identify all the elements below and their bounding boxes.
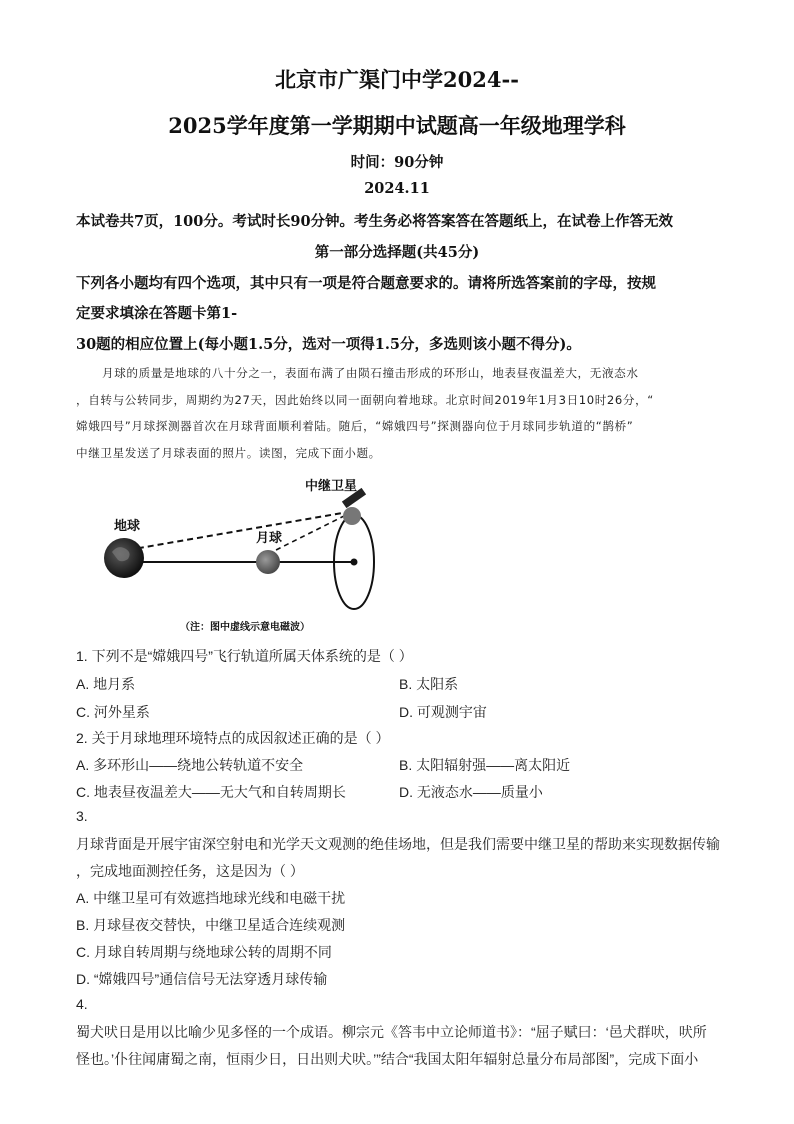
- exam-time: 时间：90分钟: [350, 154, 444, 171]
- moon-globe: [256, 550, 280, 574]
- page-title-line2: 2025学年度第一学期期中试题高一年级地理学科: [168, 113, 626, 138]
- reading-passage: [76, 360, 718, 466]
- page-title-line1: 北京市广渠门中学2024--: [275, 67, 519, 92]
- question-4-line2: 怪也。’仆往闻庸蜀之南，恒雨少日，日出则犬吠。’”结合“我国太阳年辐射总量分布局部图”，完成下面小: [76, 1051, 699, 1067]
- question-1-option-b[interactable]: B. 太阳系: [399, 676, 459, 692]
- l2-point: [351, 559, 358, 566]
- instruction-line1: 下列各小题均有四个选项，其中只有一项是符合题意要求的。请将所选答案前的字母，按规: [76, 275, 656, 292]
- passage-line3: 嫦娥四号”月球探测器首次在月球背面顺利着陆。随后，“嫦娥四号”探测器向位于月球同步轨道的“鹊桥”: [76, 419, 634, 433]
- earth-label: 地球: [114, 519, 141, 534]
- question-4-number: 4.: [76, 996, 88, 1012]
- relay-satellite-label: 中继卫星: [305, 479, 358, 494]
- earth-to-relay-signal-line: [128, 512, 348, 550]
- question-3-option-c[interactable]: C. 月球自转周期与绕地球公转的周期不同: [76, 944, 332, 960]
- figure-caption: （注：图中虚线示意电磁波）: [180, 622, 310, 633]
- question-1-option-c[interactable]: C. 河外星系: [76, 704, 150, 720]
- question-2-option-d[interactable]: D. 无液态水——质量小: [399, 784, 543, 800]
- earth-moon-relay-figure: [96, 474, 396, 636]
- question-3-stem-line2: ，完成地面测控任务，这是因为（ ）: [76, 863, 304, 879]
- passage-line4: 中继卫星发送了月球表面的照片。读图，完成下面小题。: [76, 445, 381, 460]
- orbit-diagram: [96, 474, 396, 636]
- exam-note: 本试卷共7页，100分。考试时长90分钟。考生务必将答案答在答题纸上，在试卷上作答无效: [76, 213, 674, 230]
- question-3-stem-line1: 月球背面是开展宇宙深空射电和光学天文观测的绝佳场地，但是我们需要中继卫星的帮助来实现数据传输: [76, 836, 720, 852]
- passage-line2: ，自转与公转同步，周期约为27天，因此始终以同一面朝向着地球。北京时间2019年1月3日10时26分，“: [76, 392, 654, 407]
- question-2-stem: 2. 关于月球地理环境特点的成因叙述正确的是（ ）: [76, 730, 390, 746]
- question-1-option-d[interactable]: D. 可观测宇宙: [399, 704, 487, 720]
- question-2-option-b[interactable]: B. 太阳辐射强——离太阳近: [399, 757, 571, 773]
- instruction-line2: 定要求填涂在答题卡第1-: [76, 305, 238, 322]
- question-1-option-a[interactable]: A. 地月系: [76, 676, 136, 692]
- question-3-number: 3.: [76, 808, 88, 824]
- question-3-option-b[interactable]: B. 月球昼夜交替快，中继卫星适合连续观测: [76, 917, 346, 933]
- moon-label: 月球: [256, 531, 283, 546]
- question-3-option-d[interactable]: D. “嫦娥四号”通信信号无法穿透月球传输: [76, 971, 328, 987]
- exam-date: 2024.11: [364, 180, 430, 197]
- relay-satellite-body: [343, 507, 361, 525]
- question-1-stem: 1. 下列不是“嫦娥四号”飞行轨道所属天体系统的是（ ）: [76, 648, 413, 664]
- instruction-line3: 30题的相应位置上(每小题1.5分，选对一项得1.5分，多选则该小题不得分)。: [76, 336, 581, 353]
- question-4-line1: 蜀犬吠日是用以比喻少见多怪的一个成语。柳宗元《答韦中立论师道书》：“屈子赋曰：‘邑犬群吠，吠所: [76, 1024, 707, 1040]
- part-title: 第一部分选择题(共45分): [314, 244, 480, 261]
- passage-line1: 月球的质量是地球的八十分之一，表面布满了由陨石撞击形成的环形山，地表昼夜温差大，无液态水: [102, 366, 639, 380]
- question-2-option-c[interactable]: C. 地表昼夜温差大——无大气和自转周期长: [76, 784, 346, 800]
- question-3-option-a[interactable]: A. 中继卫星可有效遮挡地球光线和电磁干扰: [76, 890, 346, 906]
- question-2-option-a[interactable]: A. 多环形山——绕地公转轨道不安全: [76, 757, 304, 773]
